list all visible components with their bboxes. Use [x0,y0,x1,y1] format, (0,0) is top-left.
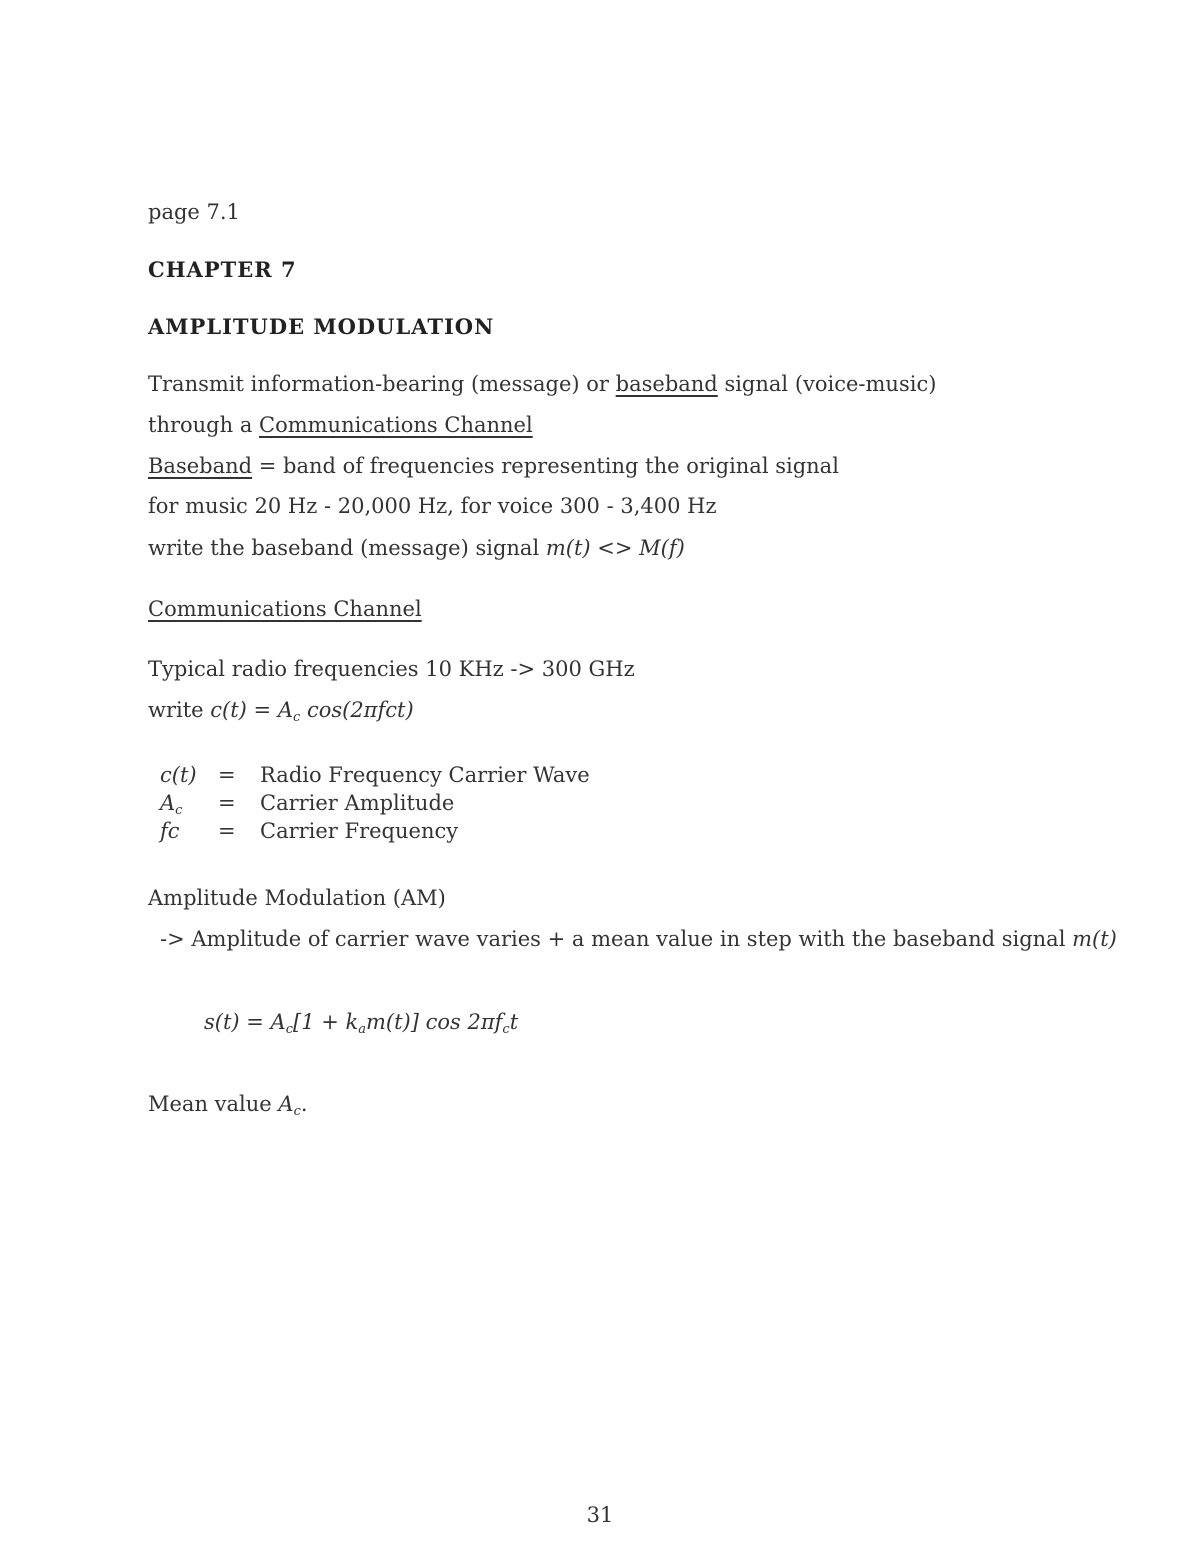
math-expression: cos(2πfct) [300,698,414,722]
am-description [160,925,1117,953]
paragraph-frequency-ranges: for music 20 Hz - 20,000 Hz, for voice 300 - 3,400 Hz [148,494,717,518]
section-heading-communications-channel: Communications Channel [148,597,422,621]
paragraph-message-signal [148,534,685,562]
paragraph-radio-frequencies: Typical radio frequencies 10 KHz -> 300 GHz [148,657,635,681]
math-expression: A [160,791,176,815]
paragraph-transmit [148,370,936,398]
chapter-title: AMPLITUDE MODULATION [148,314,495,339]
text: Transmit information-bearing (message) or [148,372,616,396]
math-expression: m(t) [1072,927,1117,951]
math-subscript: c [293,1104,301,1119]
text: signal (voice-music) [717,372,937,396]
paragraph-through [148,411,533,439]
paragraph-carrier-equation [148,696,414,732]
chapter-heading: CHAPTER 7 [148,257,297,282]
underlined-term: baseband [615,372,718,396]
math-subscript: c [502,1022,510,1037]
text: -> Amplitude of carrier wave varies + a mean value in step with the baseband signal [160,927,1073,951]
text: write the baseband (message) signal [148,536,546,560]
math-expression: A [278,1092,294,1116]
definition-symbol: fc [160,819,180,843]
definition-equals: = [218,819,236,843]
text: . [300,1092,308,1116]
math-expression: m(t) <> M(f) [545,536,685,560]
mean-value-line [148,1090,308,1126]
math-expression: c(t) = A [210,698,293,722]
definition-description: Carrier Amplitude [260,791,455,815]
definition-symbol: c(t) [160,763,197,787]
definition-equals: = [218,791,236,815]
math-expression: t [509,1010,519,1034]
text: write [148,698,211,722]
math-expression: m(t)] cos 2πf [366,1010,503,1034]
math-expression: s(t) = A [204,1010,286,1034]
text: = band of frequencies representing the original signal [252,454,839,478]
underlined-term: Communications Channel [259,413,533,437]
math-expression: [1 + k [293,1010,359,1034]
definition-description: Radio Frequency Carrier Wave [260,763,590,787]
underlined-term: Baseband [148,454,253,478]
math-subscript: c [285,1022,293,1037]
math-subscript: c [175,803,183,818]
am-equation [204,1008,518,1044]
page-number: 31 [586,1503,614,1527]
text: Mean value [148,1092,279,1116]
math-subscript: a [358,1022,366,1037]
text: through a [148,413,260,437]
definition-equals: = [218,763,236,787]
am-heading: Amplitude Modulation (AM) [148,886,446,910]
paragraph-baseband-definition [148,452,839,480]
math-subscript: c [292,710,301,725]
definition-description: Carrier Frequency [260,819,459,843]
page-label: page 7.1 [148,200,240,224]
